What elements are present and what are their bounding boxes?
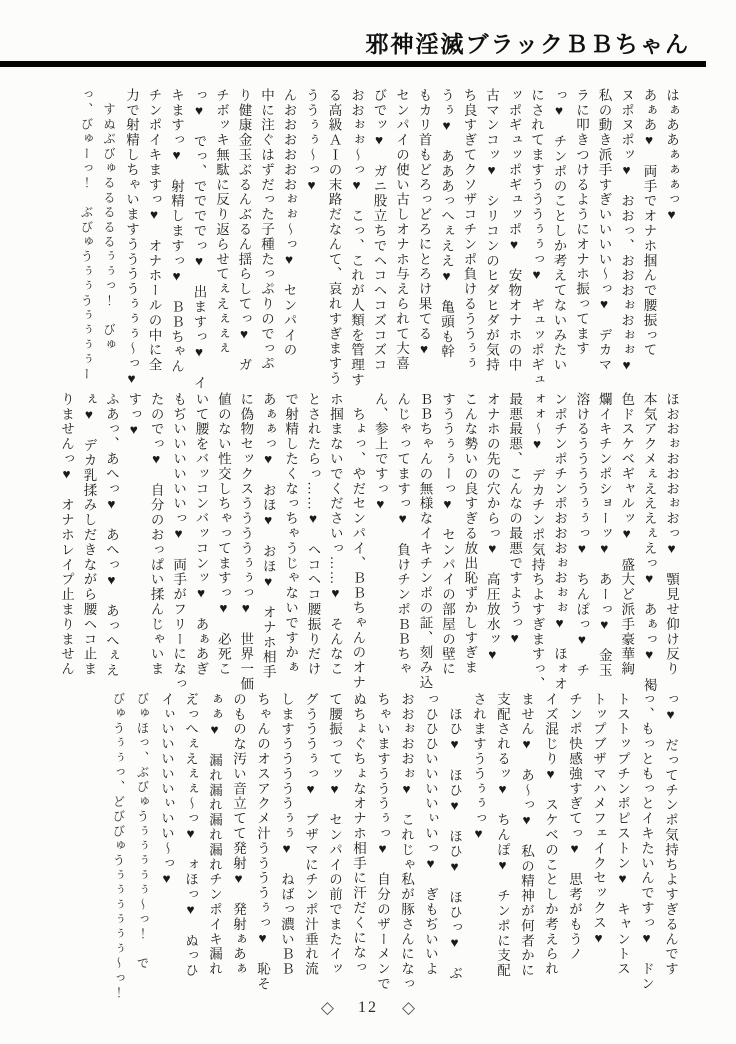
text-column: されますううぅぅっ♥	[471, 692, 486, 843]
header-rule	[0, 61, 706, 67]
text-column: ふあっ、あへっ♥ あへっ♥ あっへぇえ	[103, 392, 119, 679]
text-column: たのでっ♥ 自分のおっぱい揉んじゃいま	[148, 392, 164, 677]
text-column: ほおおぉおおおぉおっ♥ 顎見せ仰け反り	[664, 392, 679, 677]
text-band-bottom	[106, 692, 682, 1001]
text-column: 古マンコッ♥ シリコンのヒダヒダが気持	[484, 88, 499, 373]
text-column: おおぉぉ～っ♥ こっ、これが人類を管理す	[349, 88, 364, 388]
text-band-top	[75, 88, 683, 390]
text-column: すっ♥	[126, 392, 142, 439]
text-column: ほひ♥ ほひ♥ ほひ♥ ほひっ♥ ぶ	[447, 692, 462, 982]
text-column: いて腰をバッコンバッコンッ♥ あぁあぎ	[193, 392, 209, 677]
text-column: っ♥ だってチンポ気持ちよすぎるんです	[663, 692, 678, 977]
text-column: チンポ快感強すぎてっ♥ 思考がもうノ	[567, 692, 582, 962]
page-number: 12	[358, 999, 378, 1016]
text-column: あぁあ♥ 両手でオナホ掴んで腰振って	[641, 88, 657, 358]
text-column: 私の動き派手すぎいいいい～っ♥ デカマ	[596, 88, 612, 373]
text-column: に偽物セックスううううぅぅっ♥ 世界一価	[238, 392, 254, 692]
text-column: っ♥ チンポのことしか考えてないみたい	[551, 88, 567, 373]
diamond-icon: ◇	[320, 998, 334, 1017]
text-column: ちゃんのオスアクメ汁ううううぅっ♥ 恥そ	[255, 692, 270, 992]
text-column: 力で射精しちゃいますううううぅぅぅ～っ♥	[124, 88, 139, 388]
text-column: あぁぁっ♥ おほ♥ おほ♥ オナホ相手	[260, 392, 276, 680]
text-column: 本気アクメぇえええぇえっ♥ あぁっ♥ 褐	[641, 392, 657, 693]
text-column: オナホの先の穴からっ♥ 高圧放水ッ♥	[484, 392, 500, 664]
text-column: 中に注ぐはずだった子種たっぷりのでっぷ	[259, 88, 274, 372]
text-column: ぁぁ♥ 漏れ漏れ漏れ漏れチンポイキ漏れ	[207, 692, 222, 977]
text-column: チボッキ無駄に反り返らせてぇえぇぇぇ	[214, 88, 229, 357]
text-column: ち良すぎてクソザコチンポ負けるううぅぅ	[461, 88, 477, 372]
text-column: チンポイキますっ♥ オナホールの中に全	[146, 88, 162, 373]
text-column: しますうううううぅぅ♥ ねばっ濃いＢＢ	[279, 692, 294, 977]
text-column: キますっ♥ 射精しますっ♥ ＢＢちゃん	[169, 88, 184, 375]
text-column: おおぉおおぉ♥ これじゃ私が豚さんになっ	[399, 692, 414, 992]
text-column: ホ掴まないでくださいっ……♥ そんなこ	[327, 392, 343, 677]
text-column: のものな汚い音立てて発射♥ 発射ぁあぁ	[231, 692, 246, 977]
text-column: んおおおおおおぉぉ～っ♥ センパイの	[281, 88, 297, 358]
text-column: て腰振ってッ♥ センパイの前でまたイッ	[327, 692, 342, 977]
text-column: グうううぅっ♥ ブザマにチンポ汁垂れ流	[303, 692, 318, 977]
text-column: 最悪最悪、こんなの最悪ですようっ♥	[507, 392, 523, 647]
text-column: ちょっ、やだセンパイ、ＢＢちゃんのオナ	[350, 392, 366, 690]
text-column: ォォ～♥ デカチンポ気持ちよすぎますっ、	[529, 392, 545, 692]
text-column: ぇ♥ デカ乳揉みしだきながら腰ヘコ止ま	[81, 392, 97, 677]
text-column: え゙っへぇえぇぇ～っ♥ ォほっ♥ ぬっひ	[183, 692, 198, 979]
text-column: んじゃってますっ♥ 負けチンポＢＢちゃ	[395, 392, 411, 677]
text-column: はぁああぁぁぁっ♥	[664, 88, 679, 224]
text-column: うぅ♥ あああっへぇええ♥ 亀頭も幹	[439, 88, 454, 360]
text-column: ヌポヌポッ♥ おおっ、おおおぉおぉぉ♥	[619, 88, 634, 375]
diamond-icon: ◇	[402, 998, 416, 1017]
text-column: 支配されるッ♥ ちんぽ♥ チンポに支配	[495, 692, 510, 979]
text-column: っ、もっともっとイキたいんですっ♥ ドン	[639, 692, 654, 992]
text-column: 溶けるううううぅぅっ♥ ちんぽっ♥ チ	[574, 392, 590, 679]
text-column: ッポギュッポギュッポ♥ 安物オナホの中	[506, 88, 522, 373]
text-column: びゅほっ、ぶびゅうぅぅぅぅぅ～っ！ で	[135, 692, 150, 972]
text-column: る高級ＡＩの末路だなんて、哀れすぎますう	[326, 88, 342, 386]
text-column: りませんっ♥ オナホレイプ止まりません	[59, 392, 75, 677]
text-column: っ♥ でっ、ででででっ♥ 出ますっ♥ イ	[191, 88, 207, 391]
text-column: びゅうぅぅっ、どびびゅうぅぅぅぅぅぅ～っ！	[111, 692, 126, 1001]
text-column: びでッ♥ ガニ股立ちでヘコヘコズコズコ	[371, 88, 387, 373]
text-column: っひひひいいいいぃいっ♥ ぎもぢいいよ	[423, 692, 438, 977]
text-column: トストップチンポピストン♥ キャントス	[615, 692, 630, 977]
text-band-middle	[55, 392, 682, 693]
page-footer	[0, 998, 736, 1018]
text-column: イぃいいいいいぃいい～っ♥	[159, 692, 174, 888]
text-column: こんな勢いの良すぎる放出恥ずかしすぎま	[462, 392, 478, 676]
text-column: もカリ首もどろっどろにとろけ果てる♥	[416, 88, 432, 358]
text-column: ンポチンポチンポおおおぉおぉぉ♥ ほォオ	[551, 392, 567, 692]
text-column: ぬちょぐちょなオナホ相手に汗だくになっ	[351, 692, 366, 976]
text-column: とされたらっ……♥ ヘコヘコ腰振りだけ	[305, 392, 321, 677]
text-column: センパイの使い古しオナホ与えられて大喜	[394, 88, 409, 372]
text-column: すぬぶびゅるるるるるぅぅっ！ びゅ	[101, 88, 117, 353]
text-column: 爛イキチンポショーッ♥ あーっ♥ 金玉	[596, 392, 612, 679]
page-title: 邪神淫滅ブラックＢＢちゃん	[365, 32, 690, 57]
text-column: り健康金玉ぶるんぶるん揺らしてっ♥ ガ	[236, 88, 252, 373]
text-column: ＢＢちゃんの無様なイキチンポの証、刻み込	[417, 392, 433, 690]
text-column: ううぅぅ～っ♥	[304, 88, 319, 194]
text-column: ん、参上ですっ♥	[372, 392, 388, 513]
text-column: イズ混じり♥ スケベのことしか考えられ	[543, 692, 558, 977]
text-column: もぢいいいいいいっ♥ 両手がフリーになっ	[171, 392, 187, 692]
text-column: トップブザマハメフェイクセックス♥	[591, 692, 606, 947]
text-column: ラに叩きつけるようにオナホ振ってます	[574, 88, 589, 357]
text-column: ません♥ あ～っ♥ 私の精神が何者かに	[519, 692, 534, 979]
text-column: にされてますうううぅぅっ♥ ギュッポギュ	[529, 88, 544, 388]
text-column: ちゃいますうううぅっ♥ 自分のザーメンで	[375, 692, 390, 992]
text-column: で射精したくなっちゃうじゃないですかぁ	[283, 392, 299, 676]
text-column: っ、びゅーっ！ ぶびゅうぅぅうぅぅぅぅー	[79, 88, 94, 382]
text-column: 色ドスケベギャルッ♥ 盛大ど派手豪華絢	[619, 392, 635, 677]
text-column: すううぅぅーっ♥ センパイの部屋の壁に	[439, 392, 455, 677]
text-column: 値のない性交しちゃってますっ♥ 必死こ	[215, 392, 231, 677]
